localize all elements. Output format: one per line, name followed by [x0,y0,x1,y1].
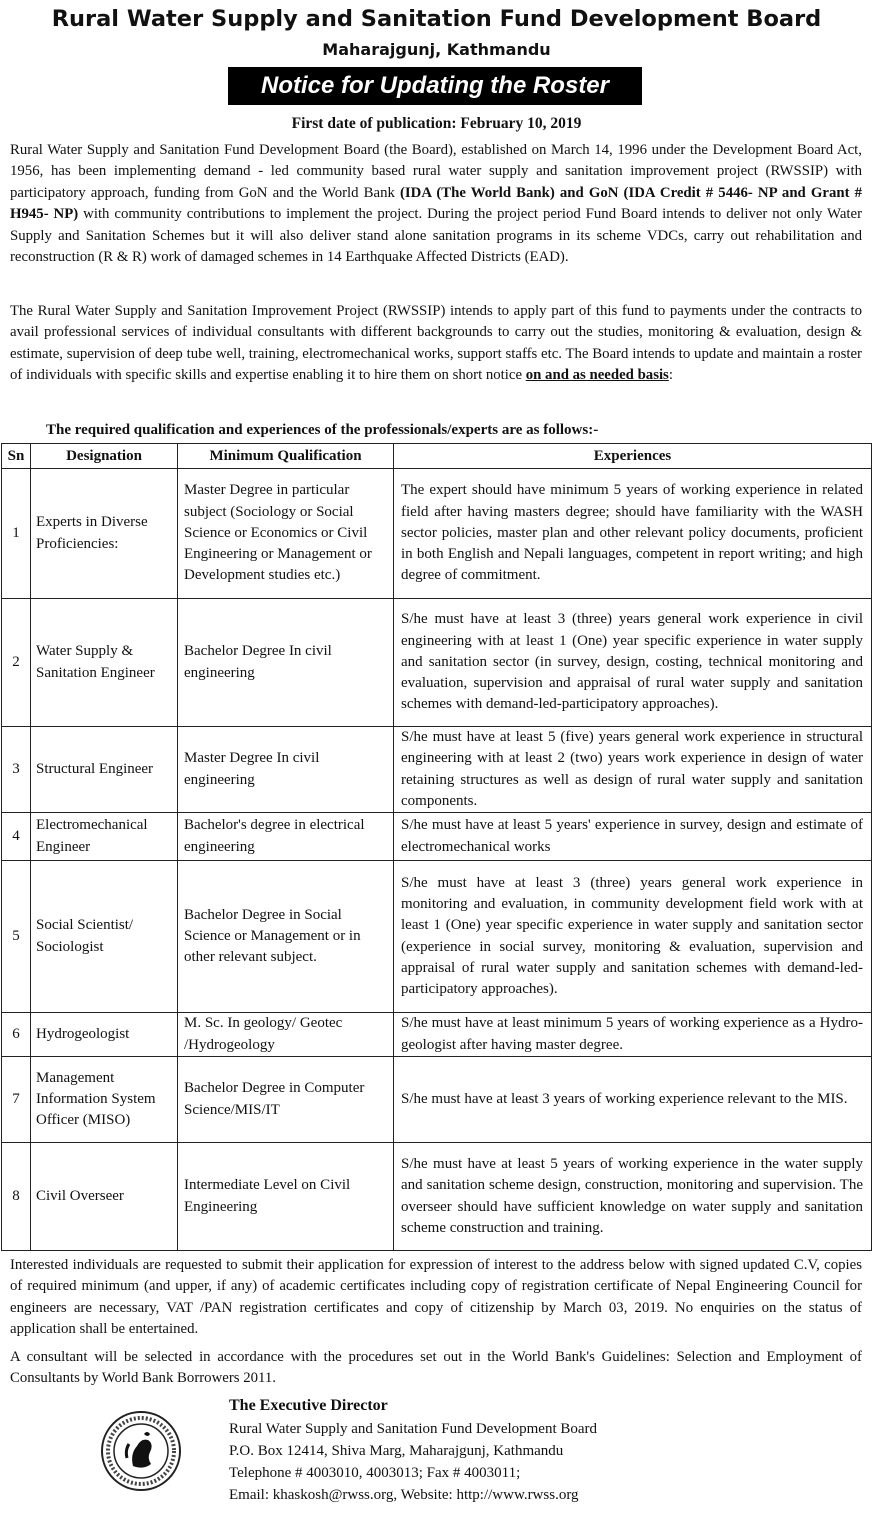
header-experience: Experiences [394,444,872,469]
row-sn: 5 [2,861,31,1013]
table-row [2,861,872,1013]
row-qualification: Bachelor Degree in Computer Science/MIS/IT [178,1057,394,1143]
row-experience: S/he must have at least 5 (five) years general work experience in structural engineering with at least 2 (two) years work experience in design of water retaining structures as well as design of rural water supply and sanitation components. [394,727,872,813]
signatory-organization: Rural Water Supply and Sanitation Fund Development Board [229,1421,598,1437]
needed-basis-underlined: on and as needed basis [525,367,669,384]
table-row [2,469,872,599]
signatory-email-website: Email: khaskosh@rwss.org, Website: http://www.rwss.org [229,1487,579,1503]
row-experience: The expert should have minimum 5 years of working experience in related field after having masters degree; should have familiarity with the WASH sector policies, master plan and other relevant policy documents, proficient in both English and Nepali languages, competent in report writing; and high degree of commitment. [394,469,872,599]
signatory-address: P.O. Box 12414, Shiva Marg, Maharajgunj, Kathmandu [229,1443,564,1459]
table-row [2,1057,872,1143]
row-sn: 7 [2,1057,31,1143]
row-sn: 3 [2,727,31,813]
application-instructions: Interested individuals are requested to submit their application for expression of interest to the address below with signed updated C.V, copies of required minimum (and upper, if any) of academic certificates including copy of registration certificate of Nepal Engineering Council for engineers are necessary, VAT /PAN registration certificates and copy of citizenship by March 03, 2019. No enquiries on the status of application shall be entertained. [10,1257,862,1338]
table-row [2,727,872,813]
header-sn: Sn [2,444,31,469]
row-qualification: Master Degree In civil engineering [178,727,394,813]
intro-text: : [668,367,673,384]
row-sn: 1 [2,469,31,599]
row-designation: Experts in Diverse Proficiencies: [31,469,178,599]
board-seal-icon [100,1410,182,1492]
row-sn: 8 [2,1143,31,1251]
row-experience: S/he must have at least 5 years' experience in survey, design and estimate of electromechanical works [394,813,872,861]
publication-date: First date of publication: February 10, 2019 [291,115,582,132]
row-designation: Hydrogeologist [31,1013,178,1057]
row-qualification: M. Sc. In geology/ Geotec /Hydrogeology [178,1013,394,1057]
row-designation: Civil Overseer [31,1143,178,1251]
row-experience: S/he must have at least 3 (three) years general work experience in monitoring and evaluation, in community development field work with at least 1 (One) year specific experience in water supply and sanitation sector (experience in social survey, monitoring & evaluation, supervision and appraisal of rural water supply and sanitation schemes with demand-led-participatory approaches). [394,861,872,1013]
table-row [2,599,872,727]
row-experience: S/he must have at least 5 years of working experience in the water supply and sanitation scheme design, construction, monitoring and supervision. The overseer should have sufficient knowledge on water supply and sanitation scheme construction and training. [394,1143,872,1251]
row-sn: 6 [2,1013,31,1057]
intro-text: with community contributions to implement the project. During the project period Fund Board intends to deliver not only Water Supply and Sanitation Schemes but it will also deliver stand alone sanitation programs in its scheme VDCs, carry out rehabilitation and reconstruction (R & R) work of damaged schemes in 14 Earthquake Affected Districts (EAD). [10,206,863,266]
row-experience: S/he must have at least 3 years of working experience relevant to the MIS. [394,1057,872,1143]
table-caption: The required qualification and experiences of the professionals/experts are as follows:- [46,422,599,438]
board-address: Maharajgunj, Kathmandu [322,40,551,59]
intro-paragraph-1 [10,140,862,268]
row-qualification: Bachelor's degree in electrical engineering [178,813,394,861]
table-header-row [2,444,872,469]
intro-paragraph-2 [10,301,862,387]
row-designation: Structural Engineer [31,727,178,813]
signatory-phone: Telephone # 4003010, 4003013; Fax # 4003011; [229,1465,521,1481]
table-row [2,813,872,861]
row-experience: S/he must have at least 3 (three) years general work experience in civil engineering with at least 1 (One) year specific experience in water supply and sanitation sector (in survey, design, costing, technical monitoring and evaluation, supervision and appraisal of rural water supply and sanitation schemes with demand-led-participatory approaches). [394,599,872,727]
intro-funding-bold: (IDA (The World Bank) and GoN (IDA Credit # 5446- NP and Grant # H945- NP) [10,184,863,223]
table-row [2,1143,872,1251]
table-row [2,1013,872,1057]
roster-table [1,443,872,1251]
row-qualification: Bachelor Degree In civil engineering [178,599,394,727]
row-experience: S/he must have at least minimum 5 years of working experience as a Hydro-geologist after having master degree. [394,1013,872,1057]
row-designation: Management Information System Officer (MISO) [31,1057,178,1143]
intro-text: Rural Water Supply and Sanitation Fund Development Board (the Board), established on March 14, 1996 under the Development Board Act, 1956, has been implementing demand - led community based rural water supply and sanitation improvement project (RWSSIP) with participatory approach, funding from GoN and the World Bank [10,142,862,201]
row-qualification: Bachelor Degree in Social Science or Management or in other relevant subject. [178,861,394,1013]
header-qualification: Minimum Qualification [178,444,394,469]
row-qualification: Intermediate Level on Civil Engineering [178,1143,394,1251]
row-sn: 4 [2,813,31,861]
board-title: Rural Water Supply and Sanitation Fund Development Board [51,6,822,32]
notice-heading: Notice for Updating the Roster [228,67,642,105]
row-designation: Social Scientist/ Sociologist [31,861,178,1013]
header-designation: Designation [31,444,178,469]
row-sn: 2 [2,599,31,727]
row-designation: Electromechanical Engineer [31,813,178,861]
selection-procedure: A consultant will be selected in accordance with the procedures set out in the World Bank's Guidelines: Selection and Employment of Consultants by World Bank Borrowers 2011. [10,1349,862,1387]
intro-text: The Rural Water Supply and Sanitation Improvement Project (RWSSIP) intends to apply part of this fund to payments under the contracts to avail professional services of individual consultants with different backgrounds to carry out the studies, monitoring & evaluation, design & estimate, supervision of deep tube well, training, electromechanical works, support staffs etc. The Board intends to update and maintain a roster of individuals with specific skills and expertise enabling it to hire them on short notice [10,303,862,384]
row-designation: Water Supply & Sanitation Engineer [31,599,178,727]
row-qualification: Master Degree in particular subject (Sociology or Social Science or Economics or Civil Engineering or Management or Development studies etc.) [178,469,394,599]
signatory-title: The Executive Director [229,1397,388,1414]
